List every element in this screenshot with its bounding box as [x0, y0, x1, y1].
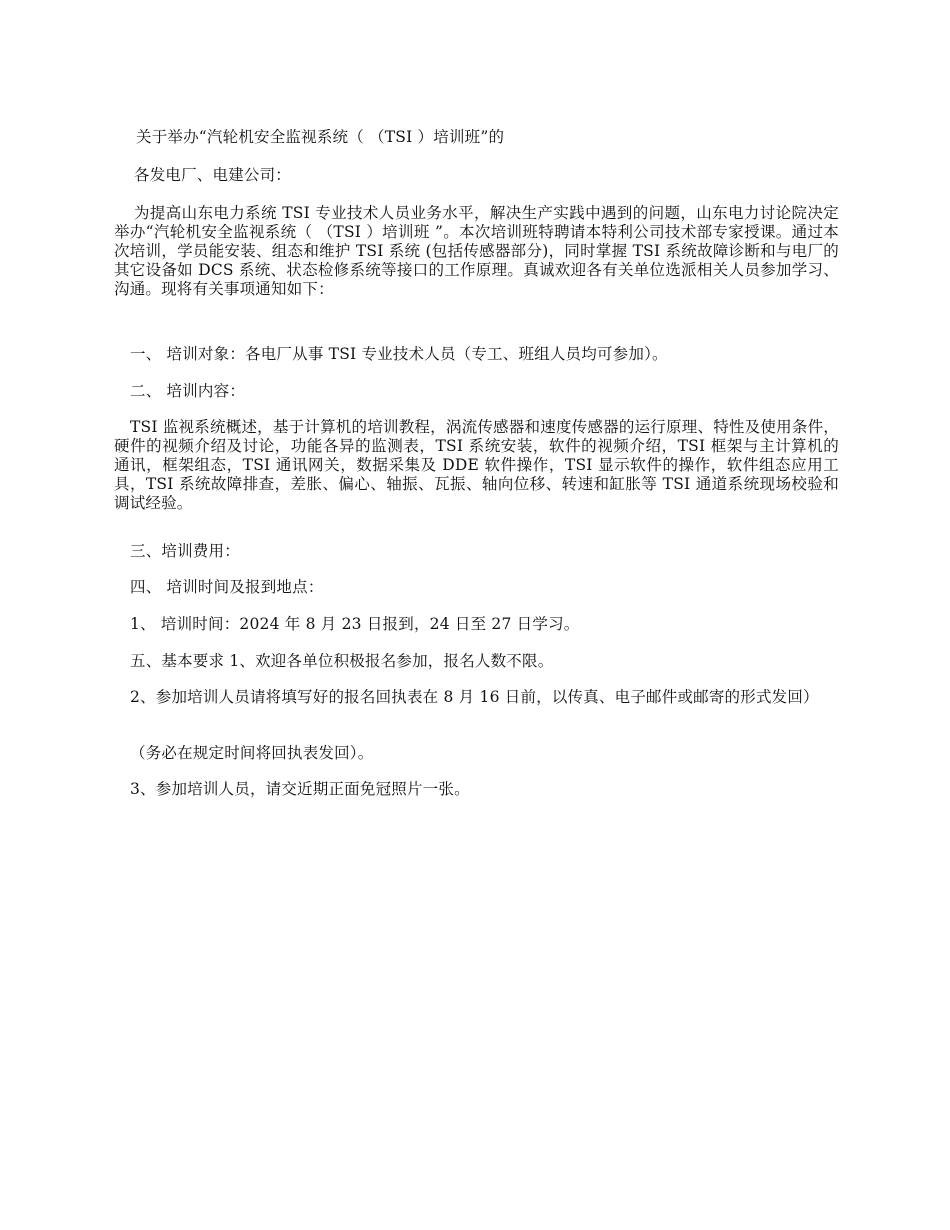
intro-paragraph: 为提高山东电力系统 TSI 专业技术人员业务水平，解决生产实践中遇到的问题，山东电力讨论院决定举办“汽轮机安全监视系统（ （TSI ）培训班 ”。本次培训班特聘请本特利公司技术部专家授课。通过本次培训，学员能安装、组态和维护 TSI 系统 (包括传感器部分)，同时掌握 TSI 系统故障诊断和与电厂的其它设备如 DCS 系统、状态检修系统等接口的工作原理。真诚欢迎各有关单位选派相关人员参加学习、沟通。现将有关事项通知如下：	[114, 204, 839, 298]
item-registration-note: （务必在规定时间将回执表发回）。	[130, 744, 374, 762]
salutation: 各发电厂、电建公司：	[134, 166, 292, 184]
item-training-fee: 三、培训费用：	[130, 542, 240, 560]
item-photo-requirement: 3、参加培训人员，请交近期正面免冠照片一张。	[130, 780, 470, 798]
item-training-content-body: TSI 监视系统概述，基于计算机的培训教程，涡流传感器和速度传感器的运行原理、特性及使用条件，硬件的视频介绍及讨论，功能各异的监测表，TSI 系统安装，软件的视频介绍，TSI 框架与主计算机的通讯，框架组态，TSI 通讯网关，数据采集及 DDE 软件操作，TSI 显示软件的操作，软件组态应用工具，TSI 系统故障排查，差胀、偏心、轴振、瓦振、轴向位移、转速和缸胀等 TSI 通道系统现场校验和调试经验。	[114, 418, 839, 512]
item-registration-deadline: 2、参加培训人员请将填写好的报名回执表在 8 月 16 日前，以传真、电子邮件或邮寄的形式发回）	[130, 688, 819, 706]
document-title: 关于举办“汽轮机安全监视系统（ （TSI ）培训班”的	[136, 128, 505, 146]
item-training-target: 一、 培训对象：各电厂从事 TSI 专业技术人员（专工、班组人员均可参加）。	[130, 345, 668, 363]
item-training-time: 1、 培训时间：2024 年 8 月 23 日报到，24 日至 27 日学习。	[130, 615, 580, 633]
item-basic-requirements: 五、基本要求 1、欢迎各单位积极报名参加，报名人数不限。	[130, 652, 554, 670]
item-training-content-heading: 二、 培训内容：	[130, 382, 246, 400]
item-training-time-place: 四、 培训时间及报到地点：	[130, 578, 324, 596]
